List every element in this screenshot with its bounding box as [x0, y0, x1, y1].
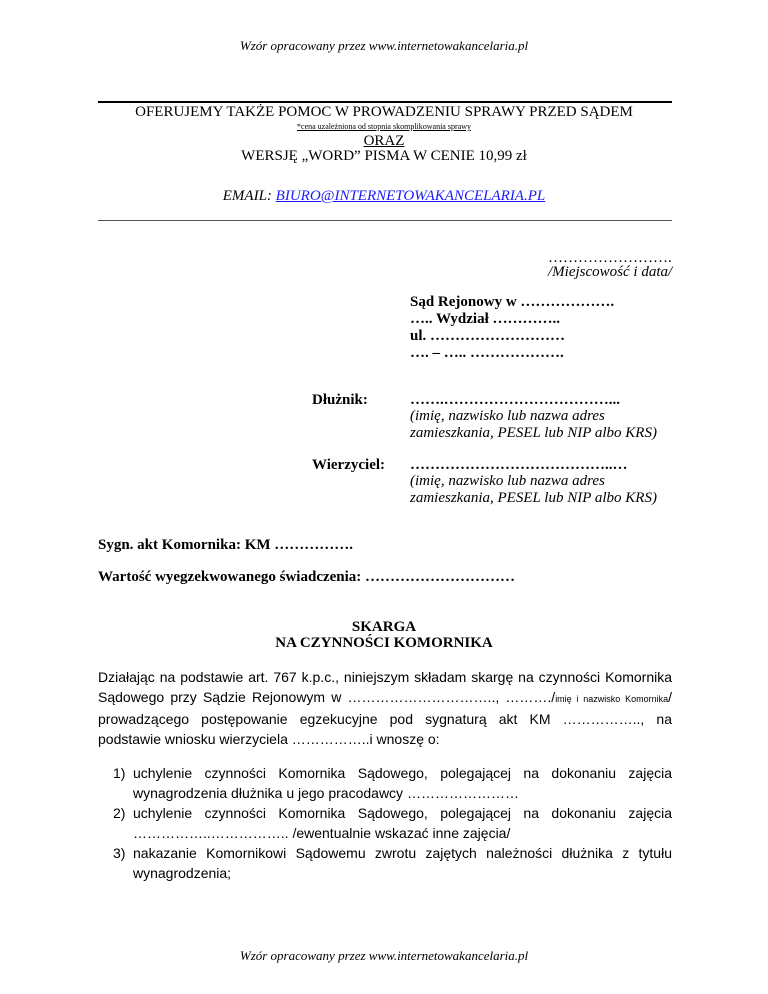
creditor-hint1: (imię, nazwisko lub nazwa adres — [410, 473, 605, 489]
request-text: uchylenie czynności Komornika Sądowego, polegającej na dokonaniu zajęcia wynagrodzenia dłużnika u jego pracodawcy …………………… — [133, 765, 672, 801]
promo-email — [0, 188, 768, 205]
creditor-label: Wierzyciel: — [312, 457, 386, 473]
court-line2: ….. Wydział ………….. — [410, 311, 561, 327]
request-item-3 — [113, 843, 672, 883]
requests-list — [113, 763, 672, 883]
doc-title-line1: SKARGA — [351, 619, 417, 635]
debtor-label: Dłużnik: — [312, 392, 368, 408]
body-text-a: Działając na podstawie art. 767 k.p.c., niniejszym składam skargę na czynności Komornika Sądowego przy Sądzie Rejonowym w ………………………….., ………./ — [98, 669, 672, 705]
place-date-label: /Miejscowość i data/ — [548, 264, 673, 280]
email-link[interactable]: BIURO@INTERNETOWAKANCELARIA.PL — [275, 188, 546, 204]
request-number: 1) — [113, 765, 126, 781]
request-number: 2) — [113, 805, 126, 821]
email-label: EMAIL: — [222, 188, 276, 204]
promo-line2: WERSJĘ „WORD” PISMA W CENIE 10,99 zł — [241, 148, 527, 164]
doc-title-line2: NA CZYNNOŚCI KOMORNIKA — [275, 635, 493, 651]
request-text: uchylenie czynności Komornika Sądowego, polegającej na dokonaniu zajęcia ……………..…………….. /ewentualnie wskazać inne zajęcia/ — [133, 805, 672, 841]
request-number: 3) — [113, 845, 126, 861]
debtor-dots: …….……………………………... — [410, 392, 620, 408]
body-paragraph — [98, 667, 672, 749]
court-line3: ul. ……………………… — [410, 328, 566, 344]
bottom-rule — [98, 220, 672, 221]
court-line4: …. – ….. ………………. — [410, 345, 564, 361]
body-text-b: / prowadzącego postępowanie egzekucyjne pod sygnaturą akt KM …………….., na podstawie wniosku wierzyciela ……………..i wnoszę o: — [98, 689, 672, 747]
request-item-1 — [113, 763, 672, 803]
debtor-hint1: (imię, nazwisko lub nazwa adres — [410, 408, 605, 424]
promo-oraz: ORAZ — [363, 133, 405, 149]
request-text: nakazanie Komornikowi Sądowemu zwrotu zajętych należności dłużnika z tytułu wynagrodzenia; — [133, 845, 672, 881]
body-comornik-hint: imię i nazwisko Komornika — [555, 694, 669, 704]
page-footer: Wzór opracowany przez www.internetowakancelaria.pl — [239, 948, 529, 963]
creditor-hint2: zamieszkania, PESEL lub NIP albo KRS) — [410, 490, 657, 506]
page-header: Wzór opracowany przez www.internetowakancelaria.pl — [239, 38, 529, 53]
place-date-dots: ……………………. — [548, 250, 672, 266]
debtor-hint2: zamieszkania, PESEL lub NIP albo KRS) — [410, 425, 657, 441]
promo-line1: OFERUJEMY TAKŻE POMOC W PROWADZENIU SPRAWY PRZED SĄDEM — [135, 104, 633, 120]
request-item-2 — [113, 803, 672, 843]
creditor-dots: …………………………………..… — [410, 457, 628, 473]
top-rule — [98, 101, 672, 103]
case-signature: Sygn. akt Komornika: KM ……………. — [98, 537, 354, 553]
court-line1: Sąd Rejonowy w ………………. — [410, 294, 615, 310]
case-value: Wartość wyegzekwowanego świadczenia: ………………………… — [98, 569, 516, 585]
promo-note: *cena uzależniona od stopnia skomplikowania sprawy — [297, 122, 471, 131]
